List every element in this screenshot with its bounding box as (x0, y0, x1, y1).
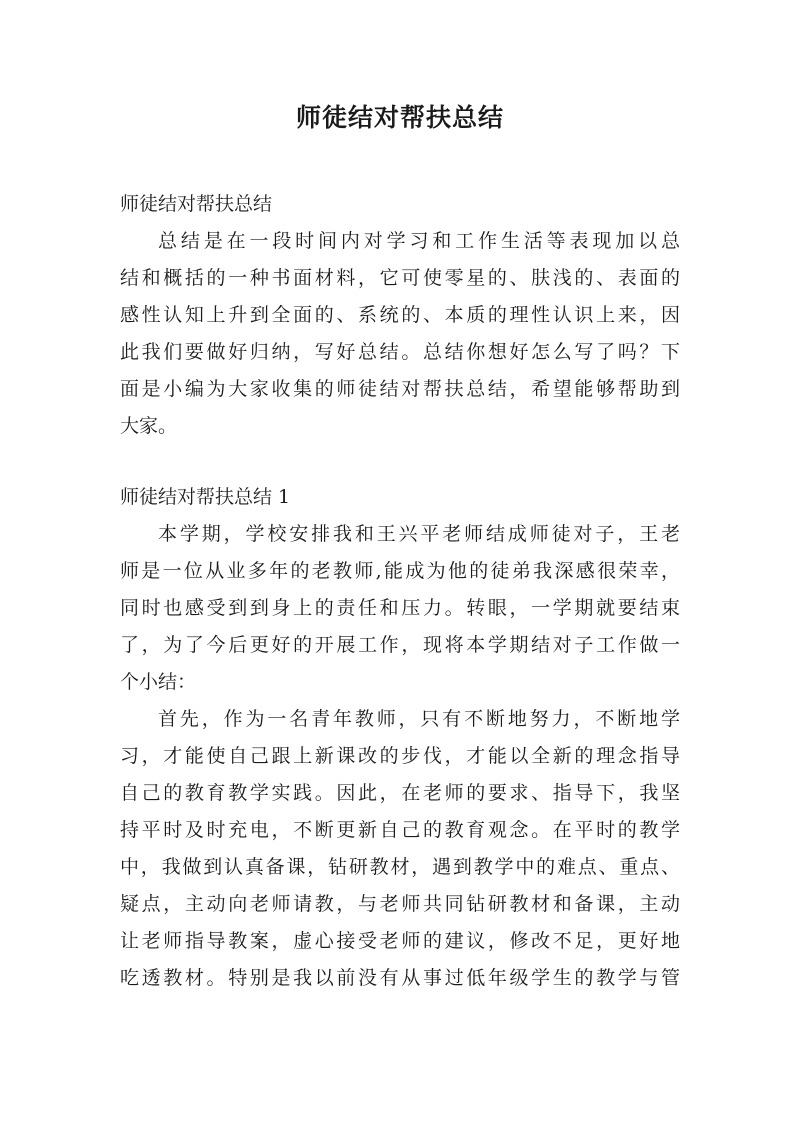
paragraph-line: 大家。 (120, 415, 178, 437)
section-paragraph (120, 701, 680, 997)
paragraph-line: 此我们要做好归纳，写好总结。总结你想好怎么写了吗？下 (120, 341, 680, 363)
paragraph-line: 持平时及时充电，不断更新自己的教育观念。在平时的教学 (120, 819, 680, 841)
intro-heading: 师徒结对帮扶总结 (120, 193, 273, 215)
paragraph-line: 让老师指导教案，虚心接受老师的建议，修改不足，更好地 (120, 930, 680, 952)
paragraph-line: 中，我做到认真备课，钻研教材，遇到教学中的难点、重点、 (120, 856, 680, 878)
section-spacer (120, 445, 680, 479)
section-heading: 师徒结对帮扶总结 1 (120, 486, 291, 508)
paragraph-line: 结和概括的一种书面材料，它可使零星的、肤浅的、表面的 (120, 267, 680, 289)
paragraph-line: 了，为了今后更好的开展工作，现将本学期结对子工作做一 (120, 634, 680, 656)
section-paragraph (120, 516, 680, 701)
paragraph-line: 疑点，主动向老师请教，与老师共同钻研教材和备课，主动 (120, 893, 680, 915)
intro-paragraph (120, 223, 680, 445)
paragraph-line: 首先，作为一名青年教师，只有不断地努力，不断地学 (158, 708, 680, 730)
paragraph-line: 吃透教材。特别是我以前没有从事过低年级学生的教学与管 (120, 967, 680, 989)
paragraph-line: 个小结： (120, 671, 197, 693)
paragraph-line: 自己的教育教学实践。因此，在老师的要求、指导下，我坚 (120, 782, 680, 804)
paragraph-line: 师是一位从业多年的老教师,能成为他的徒弟我深感很荣幸， (120, 560, 680, 582)
paragraph-line: 总结是在一段时间内对学习和工作生活等表现加以总 (158, 230, 680, 252)
document-body (120, 186, 680, 997)
paragraph-line: 习，才能使自己跟上新课改的步伐，才能以全新的理念指导 (120, 745, 680, 767)
document-title: 师徒结对帮扶总结 (295, 103, 504, 132)
paragraph-line: 面是小编为大家收集的师徒结对帮扶总结，希望能够帮助到 (120, 378, 680, 400)
paragraph-line: 感性认知上升到全面的、系统的、本质的理性认识上来，因 (120, 304, 680, 326)
paragraph-line: 同时也感受到到身上的责任和压力。转眼，一学期就要结束 (120, 597, 680, 619)
paragraph-line: 本学期，学校安排我和王兴平老师结成师徒对子，王老 (158, 523, 680, 545)
